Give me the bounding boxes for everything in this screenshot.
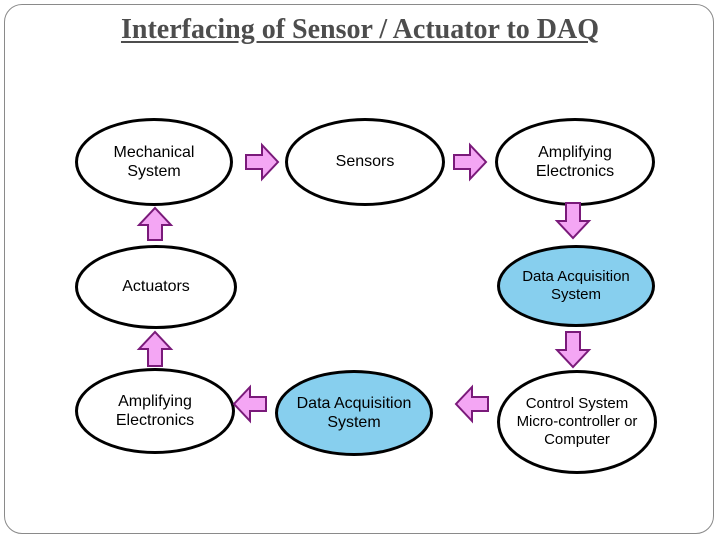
- control-system-label: Control System Micro-controller or Computer: [516, 395, 638, 448]
- up-arrow-icon: [139, 332, 171, 366]
- right-arrow-icon: [246, 145, 278, 179]
- amplifying-electronics-top-label: Amplifying Electronics: [535, 143, 615, 180]
- down-arrow-icon: [557, 203, 589, 238]
- actuators-label: Actuators: [122, 278, 190, 296]
- right-arrow-icon: [454, 145, 486, 179]
- sensors-label: Sensors: [335, 153, 395, 171]
- page-title: Interfacing of Sensor / Actuator to DAQ: [120, 14, 600, 45]
- mechanical-system-label: Mechanical System: [113, 143, 195, 180]
- daq-bottom-label: Data Acquisition System: [296, 394, 412, 431]
- down-arrow-icon: [557, 332, 589, 367]
- amplifying-electronics-bottom-label: Amplifying Electronics: [115, 392, 195, 429]
- daq-right-label: Data Acquisition System: [522, 268, 630, 303]
- left-arrow-icon: [234, 387, 266, 421]
- up-arrow-icon: [139, 208, 171, 240]
- left-arrow-icon: [456, 387, 488, 421]
